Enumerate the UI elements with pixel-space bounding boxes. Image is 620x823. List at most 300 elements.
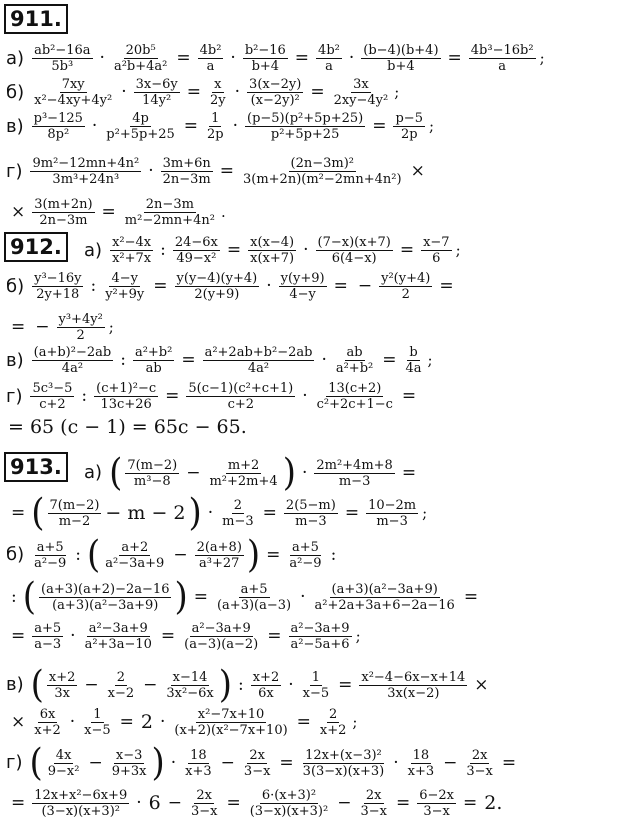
operator: ×: [474, 674, 489, 695]
operator: =: [296, 712, 311, 732]
parenthesis: ): [282, 451, 296, 495]
math-line: [6, 44, 614, 73]
item-label: в): [6, 115, 24, 137]
denominator: a³+27: [199, 555, 240, 571]
numerator: 5c³−5: [32, 381, 73, 396]
expression-text: 2: [140, 711, 153, 733]
item-label: г): [6, 385, 23, 407]
math-line: [6, 418, 614, 437]
operator: ·: [288, 674, 294, 695]
operator: =: [382, 350, 397, 370]
denominator: a²+b²: [335, 361, 374, 376]
numerator: 2x: [365, 788, 382, 803]
math-line: [6, 346, 614, 375]
math-line: [6, 575, 614, 619]
operator: =: [447, 48, 462, 68]
operator: =: [439, 276, 454, 296]
operator: :: [75, 544, 81, 565]
punctuation: ;: [427, 351, 433, 369]
numerator: x: [214, 77, 222, 92]
denominator: a: [206, 59, 215, 74]
numerator: 2x: [196, 788, 213, 803]
fraction: [198, 44, 224, 73]
denominator: x+2: [319, 723, 347, 738]
denominator: 3−x: [190, 804, 218, 819]
numerator: a²−3a+9: [290, 621, 350, 636]
numerator: 2: [329, 707, 338, 722]
fraction: [366, 499, 418, 528]
denominator: p²+5p+25: [106, 127, 175, 142]
denominator: (x+2)(x²−7x+10): [174, 723, 288, 738]
math-line: [6, 198, 614, 227]
operator: ·: [234, 82, 241, 102]
denominator: a: [325, 59, 333, 74]
operator: :: [330, 544, 337, 565]
operator: −: [220, 752, 235, 773]
operator: ·: [393, 752, 399, 773]
operator: =: [181, 350, 196, 370]
numerator: 2x: [471, 747, 488, 763]
denominator: x+3: [407, 763, 435, 779]
numerator: 4b²: [199, 43, 222, 58]
numerator: 18: [190, 747, 207, 763]
fraction: [32, 708, 63, 737]
operator: =: [395, 793, 411, 813]
numerator: 7(m−2): [49, 497, 100, 513]
denominator: 5b³: [51, 59, 74, 74]
operator: −: [35, 317, 50, 337]
numerator: 20b⁵: [125, 43, 156, 58]
numerator: a²+b²: [134, 345, 173, 360]
denominator: m³−8: [133, 473, 171, 489]
denominator: (3−x)(x+3)²: [41, 804, 120, 819]
denominator: 2(y+9): [194, 287, 240, 302]
operator: ·: [160, 712, 166, 732]
math-line: [6, 112, 614, 141]
fraction: [393, 112, 425, 141]
operator: =: [11, 502, 26, 523]
numerator: x−14: [172, 669, 208, 685]
fraction: [403, 346, 423, 375]
denominator: (3−x)(x+3)²: [249, 804, 329, 819]
denominator: 2y: [210, 93, 226, 108]
operator: =: [160, 626, 176, 646]
numerator: a+2: [121, 539, 149, 555]
fraction: [83, 622, 154, 651]
item-label: в): [6, 674, 24, 695]
expression-text: = 65 (c − 1) = 65c − 65.: [8, 416, 247, 438]
denominator: 4−y: [289, 287, 316, 302]
denominator: c²+2c+1−c: [316, 397, 393, 412]
fraction: [284, 499, 338, 528]
fraction: [243, 44, 288, 73]
denominator: a²+2a+3a+6−2a−16: [314, 597, 455, 613]
operator: :: [120, 350, 126, 370]
fraction: [32, 78, 114, 107]
item-label: б): [6, 275, 25, 297]
fraction: [207, 459, 279, 488]
fraction: [361, 44, 440, 73]
numerator: 7(m−2): [127, 457, 178, 473]
fraction: [32, 541, 68, 570]
fraction: [30, 382, 74, 411]
punctuation: ;: [422, 503, 428, 522]
denominator: a²−5a+6: [290, 637, 350, 652]
parenthesis: ): [246, 533, 261, 577]
parenthesis: (: [109, 451, 123, 495]
denominator: 14y²: [142, 93, 172, 108]
parenthesis: (: [87, 533, 101, 577]
operator: =: [193, 586, 208, 607]
fraction: [46, 749, 82, 778]
parenthesis: (: [29, 741, 43, 785]
operator: ·: [348, 48, 355, 68]
numerator: 4b³−16b²: [470, 43, 534, 58]
denominator: a²−9: [289, 555, 322, 571]
numerator: y²(y+4): [381, 271, 431, 286]
numerator: p³−125: [33, 111, 83, 126]
operator: =: [101, 202, 116, 222]
numerator: 1: [93, 707, 102, 722]
numerator: b²−16: [244, 43, 286, 58]
math-line: [6, 533, 614, 577]
numerator: a+5: [240, 581, 268, 597]
operator: ×: [11, 202, 26, 222]
denominator: 9−x²: [47, 763, 80, 779]
numerator: 2m²+4m+8: [316, 457, 393, 473]
denominator: x²+7x: [112, 251, 152, 266]
fraction: [247, 78, 303, 107]
numerator: 3(m+2n): [34, 197, 93, 212]
denominator: 4a²: [247, 361, 270, 376]
operator: :: [81, 386, 88, 406]
numerator: 6−2x: [419, 788, 454, 803]
denominator: y²+9y: [105, 287, 145, 302]
operator: =: [11, 793, 26, 813]
fraction: [220, 499, 256, 528]
denominator: x−5: [84, 723, 111, 738]
numerator: (c+1)²−c: [96, 381, 157, 396]
fraction: [161, 157, 213, 186]
numerator: 24−6x: [174, 235, 218, 250]
denominator: a: [498, 59, 507, 74]
numerator: 2(a+8): [196, 539, 242, 555]
operator: ·: [321, 350, 327, 370]
item-label: а): [6, 47, 25, 69]
math-line: [84, 236, 614, 265]
operator: =: [119, 712, 134, 732]
numerator: a²−3a+9: [191, 621, 251, 636]
numerator: b: [409, 345, 418, 360]
denominator: 3−x: [243, 763, 271, 779]
numerator: 9m²−12mn+4n²: [32, 156, 140, 171]
denominator: 3−x: [360, 804, 387, 819]
fraction: [123, 198, 217, 227]
denominator: x−5: [302, 685, 330, 701]
operator: :: [160, 240, 166, 260]
fraction: [205, 112, 226, 141]
fraction: [358, 789, 389, 818]
denominator: m²+2m+4: [209, 473, 278, 489]
fraction: [82, 708, 113, 737]
numerator: 3m+6n: [162, 156, 211, 171]
numerator: 2: [116, 669, 126, 685]
denominator: 2y+18: [36, 287, 80, 302]
operator: =: [294, 48, 310, 68]
parenthesis: ): [151, 741, 165, 785]
numerator: y³−16y: [34, 271, 82, 286]
denominator: 9+3x: [111, 763, 147, 779]
numerator: 18: [412, 747, 430, 763]
operator: ·: [70, 626, 76, 646]
numerator: 2(5−m): [285, 497, 336, 513]
denominator: m−3: [222, 513, 254, 529]
item-label: г): [6, 752, 23, 773]
fraction: [39, 583, 171, 612]
fraction: [32, 789, 129, 818]
fraction: [421, 236, 452, 265]
fraction: [379, 272, 432, 301]
parenthesis: (: [31, 491, 45, 535]
denominator: p²+5p+25: [270, 127, 340, 142]
math-line: [6, 708, 614, 737]
denominator: m−3: [376, 513, 408, 529]
denominator: 8p²: [47, 127, 70, 142]
problem-number-911: 911.: [4, 4, 68, 34]
fraction: [32, 44, 92, 73]
operator: =: [344, 502, 360, 523]
operator: −: [173, 544, 188, 565]
fraction: [251, 671, 282, 700]
operator: ·: [170, 752, 177, 773]
numerator: x+2: [252, 669, 280, 685]
fraction: [182, 622, 260, 651]
punctuation: ;: [455, 241, 461, 259]
fraction: [112, 44, 169, 73]
numerator: 3x: [353, 77, 369, 92]
denominator: 3−x: [466, 763, 493, 779]
numerator: p−5: [395, 111, 423, 126]
fraction: [359, 671, 467, 700]
item-label: а): [84, 462, 103, 483]
denominator: m²−2mn+4n²: [124, 213, 215, 228]
punctuation: ;: [355, 627, 361, 645]
denominator: x−2: [107, 685, 135, 701]
problem-number-912: 912.: [4, 232, 68, 262]
operator: =: [338, 674, 353, 695]
fraction: [417, 789, 456, 818]
numerator: a+5: [36, 539, 64, 555]
operator: :: [237, 674, 244, 695]
parenthesis: ): [174, 575, 188, 619]
expression-text: 2.: [484, 792, 503, 814]
fraction: [30, 157, 141, 186]
operator: =: [399, 240, 415, 260]
operator: ×: [11, 712, 26, 732]
numerator: 2n−3m: [145, 197, 194, 212]
denominator: 2p: [207, 127, 224, 142]
fraction: [32, 346, 114, 375]
operator: =: [401, 386, 417, 406]
operator: −: [337, 793, 352, 813]
operator: ·: [99, 48, 105, 68]
operator: ×: [410, 161, 425, 181]
denominator: (a+3)(a²−3a+9): [52, 597, 159, 613]
fraction: [186, 382, 295, 411]
numerator: (2n−3m)²: [290, 156, 355, 171]
fraction: [287, 541, 323, 570]
math-line: [6, 313, 614, 342]
fraction: [469, 44, 536, 73]
numerator: x−7: [423, 235, 450, 250]
numerator: (a+3)(a²−3a+9): [331, 581, 438, 597]
fraction: [203, 346, 315, 375]
operator: =: [372, 116, 387, 136]
operator: ·: [301, 462, 308, 483]
numerator: (a+3)(a+2)−2a−16: [41, 581, 170, 597]
denominator: a−3: [34, 637, 62, 652]
expression-text: 6: [148, 792, 161, 814]
numerator: 4b²: [318, 43, 340, 58]
numerator: 1: [211, 111, 220, 126]
numerator: x²−4x: [112, 235, 152, 250]
denominator: 4a: [405, 361, 422, 376]
operator: ·: [302, 386, 308, 406]
denominator: 2: [401, 287, 410, 302]
fraction: [134, 78, 180, 107]
numerator: 6·(x+3)²: [261, 788, 317, 803]
numerator: 4x: [55, 747, 72, 763]
operator: =: [183, 116, 198, 136]
numerator: x²−7x+10: [197, 707, 265, 722]
denominator: x+2: [34, 723, 61, 738]
fraction: [32, 622, 63, 651]
operator: =: [11, 317, 26, 337]
numerator: 4−y: [111, 271, 138, 286]
fraction: [164, 671, 215, 700]
math-line: [6, 741, 614, 785]
fraction: [332, 78, 391, 107]
numerator: 3(x−2y): [249, 77, 302, 92]
fraction: [175, 272, 260, 301]
numerator: y³+4y²: [58, 312, 103, 327]
operator: =: [401, 462, 417, 483]
denominator: 3(m+2n)(m²−2mn+4n²): [242, 172, 402, 187]
fraction: [104, 112, 176, 141]
operator: :: [90, 276, 97, 296]
operator: =: [463, 586, 479, 607]
fraction: [464, 749, 495, 778]
operator: ·: [91, 116, 98, 136]
denominator: 6x: [258, 685, 274, 701]
denominator: c+2: [39, 397, 66, 412]
operator: −: [167, 793, 182, 813]
fraction: [106, 671, 137, 700]
parenthesis: ): [218, 663, 232, 707]
denominator: a²−9: [34, 555, 67, 571]
operator: =: [463, 793, 478, 813]
numerator: (b−4)(b+4): [363, 43, 439, 58]
numerator: x+2: [48, 669, 76, 685]
denominator: 2n−3m: [162, 172, 211, 187]
operator: −: [84, 674, 99, 695]
denominator: 3−x: [423, 804, 450, 819]
fraction: [301, 749, 387, 778]
denominator: b+4: [251, 59, 280, 74]
numerator: y(y+9): [280, 271, 325, 286]
fraction: [195, 541, 244, 570]
denominator: (a−3)(a−2): [184, 637, 259, 652]
fraction: [406, 749, 437, 778]
fraction: [183, 749, 214, 778]
fraction: [32, 112, 85, 141]
fraction: [242, 749, 273, 778]
denominator: x+3: [185, 763, 212, 779]
numerator: x−3: [115, 747, 143, 763]
operator: −: [186, 462, 201, 483]
numerator: 3x−6y: [135, 77, 178, 92]
denominator: 13c+26: [100, 397, 152, 412]
fraction: [125, 459, 179, 488]
fraction: [245, 112, 365, 141]
operator: =: [165, 386, 180, 406]
fraction: [133, 346, 174, 375]
denominator: a²−3a+9: [105, 555, 165, 571]
operator: −: [443, 752, 458, 773]
fraction: [248, 236, 296, 265]
fraction: [334, 346, 375, 375]
operator: =: [279, 752, 294, 773]
fraction: [215, 583, 293, 612]
denominator: x²−4xy+4y²: [34, 93, 113, 108]
operator: =: [262, 502, 277, 523]
numerator: 6x: [39, 707, 56, 722]
math-line: [6, 789, 614, 818]
operator: ·: [69, 712, 76, 732]
numerator: ab: [346, 345, 363, 360]
math-line: [84, 451, 614, 495]
fraction: [289, 622, 352, 651]
fraction: [110, 749, 149, 778]
operator: =: [153, 276, 168, 296]
operator: =: [310, 82, 325, 102]
item-label: б): [6, 544, 25, 565]
numerator: 4p: [132, 111, 149, 126]
item-label: б): [6, 81, 25, 103]
operator: ·: [230, 48, 236, 68]
fraction: [279, 272, 327, 301]
math-line: [6, 663, 614, 707]
punctuation: ;: [394, 83, 400, 101]
fraction: [172, 708, 289, 737]
parenthesis: (: [22, 575, 36, 619]
expression-text: − m − 2: [105, 501, 186, 524]
operator: =: [501, 752, 517, 773]
operator: =: [219, 161, 234, 181]
math-line: [6, 491, 614, 535]
numerator: 12x+x²−6x+9: [34, 788, 128, 803]
denominator: b+4: [387, 59, 415, 74]
numerator: a²+2ab+b²−2ab: [204, 345, 313, 360]
denominator: 3x: [54, 685, 70, 701]
numerator: (a+b)²−2ab: [33, 345, 112, 360]
fraction: [32, 272, 83, 301]
denominator: 3m³+24n³: [52, 172, 120, 187]
punctuation: ;: [352, 713, 358, 731]
numerator: 2: [233, 497, 243, 513]
denominator: 2n−3m: [39, 213, 88, 228]
numerator: y(y−4)(y+4): [176, 271, 258, 286]
